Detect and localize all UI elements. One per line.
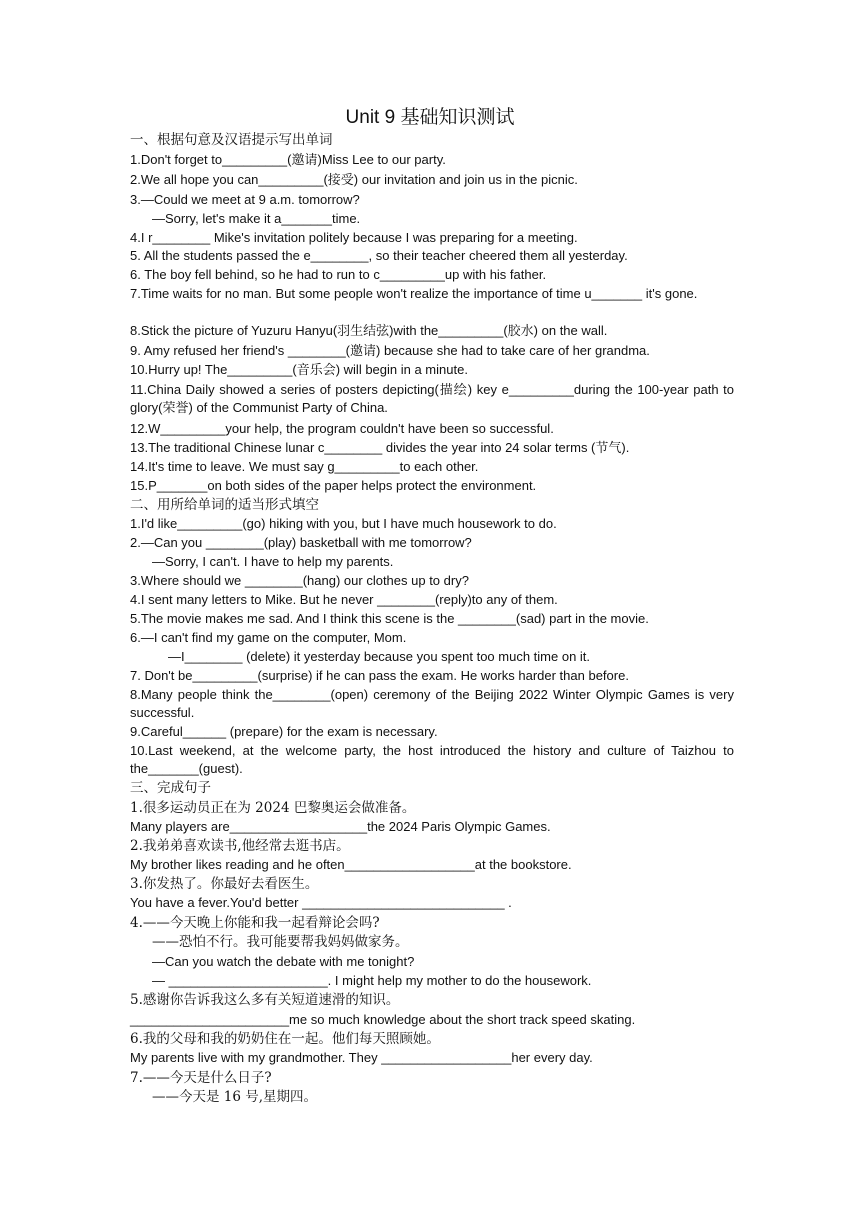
- question-line: — ______________________. I might help my mother to do the housework.: [152, 973, 592, 988]
- question-line: 6. The boy fell behind, so he had to run to c_________up with his father.: [130, 267, 547, 282]
- question-line: —Sorry, I can't. I have to help my parents.: [152, 554, 394, 569]
- question-line: 5.The movie makes me sad. And I think this scene is the ________(sad) part in the movie.: [130, 611, 649, 626]
- question-line: 4.I r________ Mike's invitation politely because I was preparing for a meeting.: [130, 230, 578, 245]
- section-line: ——恐怕不行。我可能要帮我妈妈做家务。: [152, 934, 409, 950]
- question-line: 11.China Daily showed a series of posters depicting(描绘) key e_________during the 100-year path to glory(荣誉) of the Communist Party of China.: [130, 382, 734, 415]
- question-line: —I________ (delete) it yesterday because you spent too much time on it.: [168, 649, 591, 664]
- section-line: 7.——今天是什么日子?: [130, 1070, 272, 1086]
- section-line: ——今天是 16 号,星期四。: [152, 1089, 318, 1105]
- question-line: 3.—Could we meet at 9 a.m. tomorrow?: [130, 192, 360, 207]
- section-line: 1.很多运动员正在为 2024 巴黎奥运会做准备。: [130, 800, 416, 816]
- question-line: 2.We all hope you can_________(接受) our invitation and join us in the picnic.: [130, 172, 578, 187]
- question-line: 7. Don't be_________(surprise) if he can pass the exam. He works harder than before.: [130, 668, 629, 683]
- question-line: —Can you watch the debate with me tonight?: [152, 954, 415, 969]
- question-line: You have a fever.You'd better ____________________________ .: [130, 895, 512, 910]
- question-line: 8.Stick the picture of Yuzuru Hanyu(羽生结弦)with the_________(胶水) on the wall.: [130, 323, 608, 338]
- question-line: 13.The traditional Chinese lunar c________ divides the year into 24 solar terms (节气).: [130, 440, 630, 455]
- question-line: 5. All the students passed the e________, so their teacher cheered them all yesterday.: [130, 248, 628, 263]
- question-line: 6.—I can't find my game on the computer, Mom.: [130, 630, 407, 645]
- question-line: 7.Time waits for no man. But some people won't realize the importance of time u_______ it's gone.: [130, 286, 698, 301]
- section-line: 二、用所给单词的适当形式填空: [130, 497, 319, 513]
- question-line: My brother likes reading and he often__________________at the bookstore.: [130, 857, 572, 872]
- section-line: 5.感谢你告诉我这么多有关短道速滑的知识。: [130, 992, 400, 1008]
- question-line: 1.Don't forget to_________(邀请)Miss Lee to our party.: [130, 152, 446, 167]
- question-line: 4.I sent many letters to Mike. But he never ________(reply)to any of them.: [130, 592, 558, 607]
- page-title: Unit 9 基础知识测试: [345, 107, 515, 128]
- section-line: 4.——今天晚上你能和我一起看辩论会吗?: [130, 915, 380, 931]
- question-line: 8.Many people think the________(open) ceremony of the Beijing 2022 Winter Olympic Games is very successful.: [130, 687, 734, 720]
- question-line: 2.—Can you ________(play) basketball with me tomorrow?: [130, 535, 472, 550]
- question-line: ______________________me so much knowledge about the short track speed skating.: [130, 1012, 636, 1027]
- question-line: 12.W_________your help, the program couldn't have been so successful.: [130, 421, 554, 436]
- section-line: 3.你发热了。你最好去看医生。: [130, 876, 319, 892]
- question-line: 9. Amy refused her friend's ________(邀请) because she had to take care of her grandma.: [130, 343, 650, 358]
- question-line: 10.Hurry up! The_________(音乐会) will begin in a minute.: [130, 362, 468, 377]
- section-line: 6.我的父母和我的奶奶住在一起。他们每天照顾她。: [130, 1031, 440, 1047]
- question-line: 3.Where should we ________(hang) our clothes up to dry?: [130, 573, 469, 588]
- question-line: My parents live with my grandmother. They __________________her every day.: [130, 1050, 593, 1065]
- question-line: 1.I'd like_________(go) hiking with you, but I have much housework to do.: [130, 516, 557, 531]
- question-line: 9.Careful______ (prepare) for the exam is necessary.: [130, 724, 438, 739]
- question-line: 10.Last weekend, at the welcome party, the host introduced the history and culture of Taizhou to the_______(guest).: [130, 743, 734, 776]
- question-line: 15.P_______on both sides of the paper helps protect the environment.: [130, 478, 537, 493]
- question-line: Many players are___________________the 2024 Paris Olympic Games.: [130, 819, 551, 834]
- question-line: —Sorry, let's make it a_______time.: [152, 211, 361, 226]
- section-line: 一、根据句意及汉语提示写出单词: [130, 132, 333, 148]
- section-line: 三、完成句子: [130, 780, 211, 796]
- section-line: 2.我弟弟喜欢读书,他经常去逛书店。: [130, 838, 350, 854]
- question-line: 14.It's time to leave. We must say g_________to each other.: [130, 459, 479, 474]
